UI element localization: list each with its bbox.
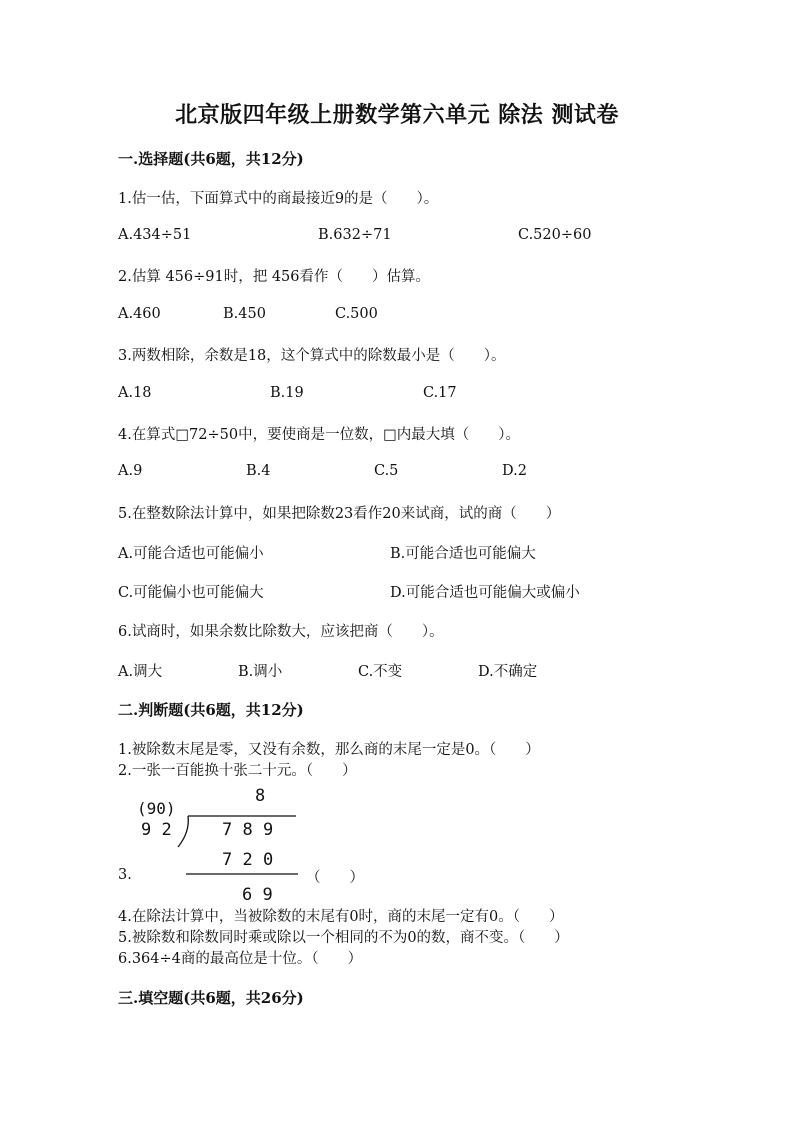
q6-option-d: D.不确定 [478,664,538,680]
q6-option-b: B.调小 [238,664,283,680]
section-heading-fill-blank: 三.填空题(共6题，共26分) [118,989,304,1007]
q3-option-c: C.17 [423,385,457,401]
question-5: 5.在整数除法计算中，如果把除数23看作20来试商，试的商（ ） [118,506,561,522]
q3-option-a: A.18 [118,385,152,401]
q5-option-d: D.可能合适也可能偏大或偏小 [390,585,580,601]
judgment-item-3-label: 3. [118,867,132,883]
q4-option-c: C.5 [374,463,399,479]
q5-option-a: A.可能合适也可能偏小 [118,546,264,562]
division-product: 7 2 0 [222,850,274,870]
q1-option-b: B.632÷71 [318,227,392,243]
judgment-item-5: 5.被除数和除数同时乘或除以一个相同的不为0的数，商不变。（ ） [118,930,569,946]
question-6: 6.试商时，如果余数比除数大，应该把商（ ）。 [118,624,444,640]
question-4: 4.在算式□72÷50中，要使商是一位数，□内最大填（ ）。 [118,427,521,443]
q1-option-c: C.520÷60 [518,227,592,243]
q2-option-b: B.450 [223,306,266,322]
page-title: 北京版四年级上册数学第六单元 除法 测试卷 [175,102,619,128]
q1-option-a: A.434÷51 [118,227,192,243]
q4-option-a: A.9 [118,463,143,479]
judgment-item-6: 6.364÷4商的最高位是十位。（ ） [118,951,363,967]
q2-option-a: A.460 [118,306,161,322]
question-3: 3.两数相除，余数是18，这个算式中的除数最小是（ ）。 [118,348,506,364]
division-quotient: 8 [255,786,266,806]
division-divisor: 9 2 [141,820,172,840]
division-remainder: 6 9 [242,885,273,905]
q5-option-b: B.可能合适也可能偏大 [390,546,536,562]
judgment-item-1: 1.被除数末尾是零，又没有余数，那么商的末尾一定是0。（ ） [118,742,540,758]
q6-option-c: C.不变 [358,664,403,680]
division-estimate: (90) [137,799,176,818]
q5-option-c: C.可能偏小也可能偏大 [118,585,264,601]
judgment-item-4: 4.在除法计算中，当被除数的末尾有0时，商的末尾一定有0。（ ） [118,909,564,925]
judgment-item-2: 2.一张一百能换十张二十元。（ ） [118,763,357,779]
judgment-item-3-bracket: （ ） [306,870,364,886]
question-2: 2.估算 456÷91时，把 456看作（ ）估算。 [118,269,431,285]
question-1: 1.估一估，下面算式中的商最接近9的是（ ）。 [118,191,439,207]
section-heading-judgment: 二.判断题(共6题，共12分) [118,701,304,719]
q3-option-b: B.19 [270,385,304,401]
long-division-figure [110,784,330,909]
q2-option-c: C.500 [335,306,378,322]
q4-option-b: B.4 [246,463,271,479]
q4-option-d: D.2 [502,463,527,479]
q6-option-a: A.调大 [118,664,163,680]
section-heading-choice: 一.选择题(共6题，共12分) [118,150,304,168]
division-dividend: 7 8 9 [222,820,274,840]
